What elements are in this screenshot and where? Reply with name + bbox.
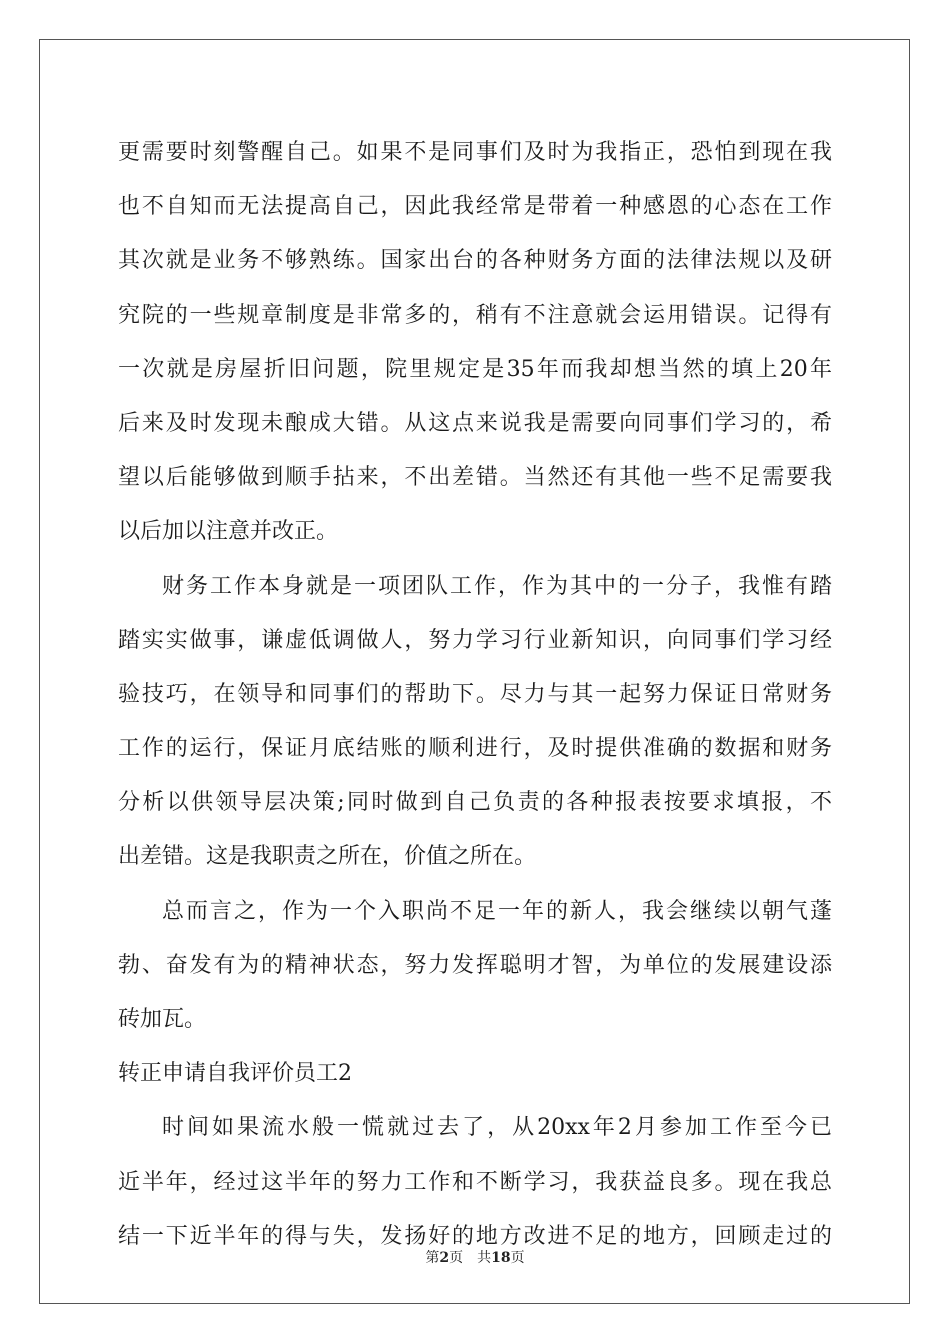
page-footer: [0, 1247, 950, 1267]
text-line: 一次就是房屋折旧问题，院里规定是35年而我却想当然的填上20年: [118, 356, 832, 382]
text-line: 究院的一些规章制度是非常多的，稍有不注意就会运用错误。记得有: [118, 302, 832, 328]
text-line: 砖加瓦。: [118, 1007, 207, 1032]
footer-total-suffix: 页: [510, 1250, 525, 1266]
text-line: 勃、奋发有为的精神状态，努力发挥聪明才智，为单位的发展建设添: [118, 952, 832, 978]
footer-page-number: 2: [439, 1250, 450, 1266]
section-heading: [118, 1047, 832, 1101]
heading-text: 转正申请自我评价员工2: [118, 1061, 352, 1087]
paragraph: [118, 126, 832, 560]
footer-page-prefix: 第: [425, 1250, 440, 1266]
text-line: 总而言之，作为一个入职尚不足一年的新人，我会继续以朝气蓬: [162, 898, 832, 924]
footer-total-prefix: 共: [477, 1250, 492, 1266]
paragraph: [118, 560, 832, 885]
text-line: 踏实实做事，谦虚低调做人，努力学习行业新知识，向同事们学习经: [118, 627, 832, 653]
text-line: 财务工作本身就是一项团队工作，作为其中的一分子，我惟有踏: [162, 573, 832, 599]
text-line: 以后加以注意并改正。: [118, 519, 339, 545]
paragraph: [118, 1101, 832, 1264]
text-line: 验技巧，在领导和同事们的帮助下。尽力与其一起努力保证日常财务: [118, 681, 832, 707]
paragraph: [118, 885, 832, 1048]
text-line: 望以后能够做到顺手拈来，不出差错。当然还有其他一些不足需要我: [118, 465, 832, 491]
footer-page-suffix: 页: [449, 1250, 464, 1266]
text-line: 近半年，经过这半年的努力工作和不断学习，我获益良多。现在我总: [118, 1169, 832, 1195]
text-line: 分析以供领导层决策;同时做到自己负责的各种报表按要求填报，不: [118, 790, 832, 816]
text-line: 也不自知而无法提高自己，因此我经常是带着一种感恩的心态在工作: [118, 194, 832, 220]
document-body: [118, 126, 832, 1264]
footer-total-pages: 18: [491, 1250, 511, 1266]
text-line: 其次就是业务不够熟练。国家出台的各种财务方面的法律法规以及研: [118, 248, 832, 274]
text-line: 出差错。这是我职责之所在，价值之所在。: [118, 844, 537, 870]
text-line: 后来及时发现未酿成大错。从这点来说我是需要向同事们学习的，希: [118, 410, 832, 436]
text-line: 工作的运行，保证月底结账的顺利进行，及时提供准确的数据和财务: [118, 736, 832, 762]
text-line: 更需要时刻警醒自己。如果不是同事们及时为我指正，恐怕到现在我: [118, 140, 832, 165]
text-line: 结一下近半年的得与失，发扬好的地方改进不足的地方，回顾走过的: [118, 1223, 832, 1249]
text-line: 时间如果流水般一慌就过去了，从20xx年2月参加工作至今已: [162, 1115, 832, 1141]
